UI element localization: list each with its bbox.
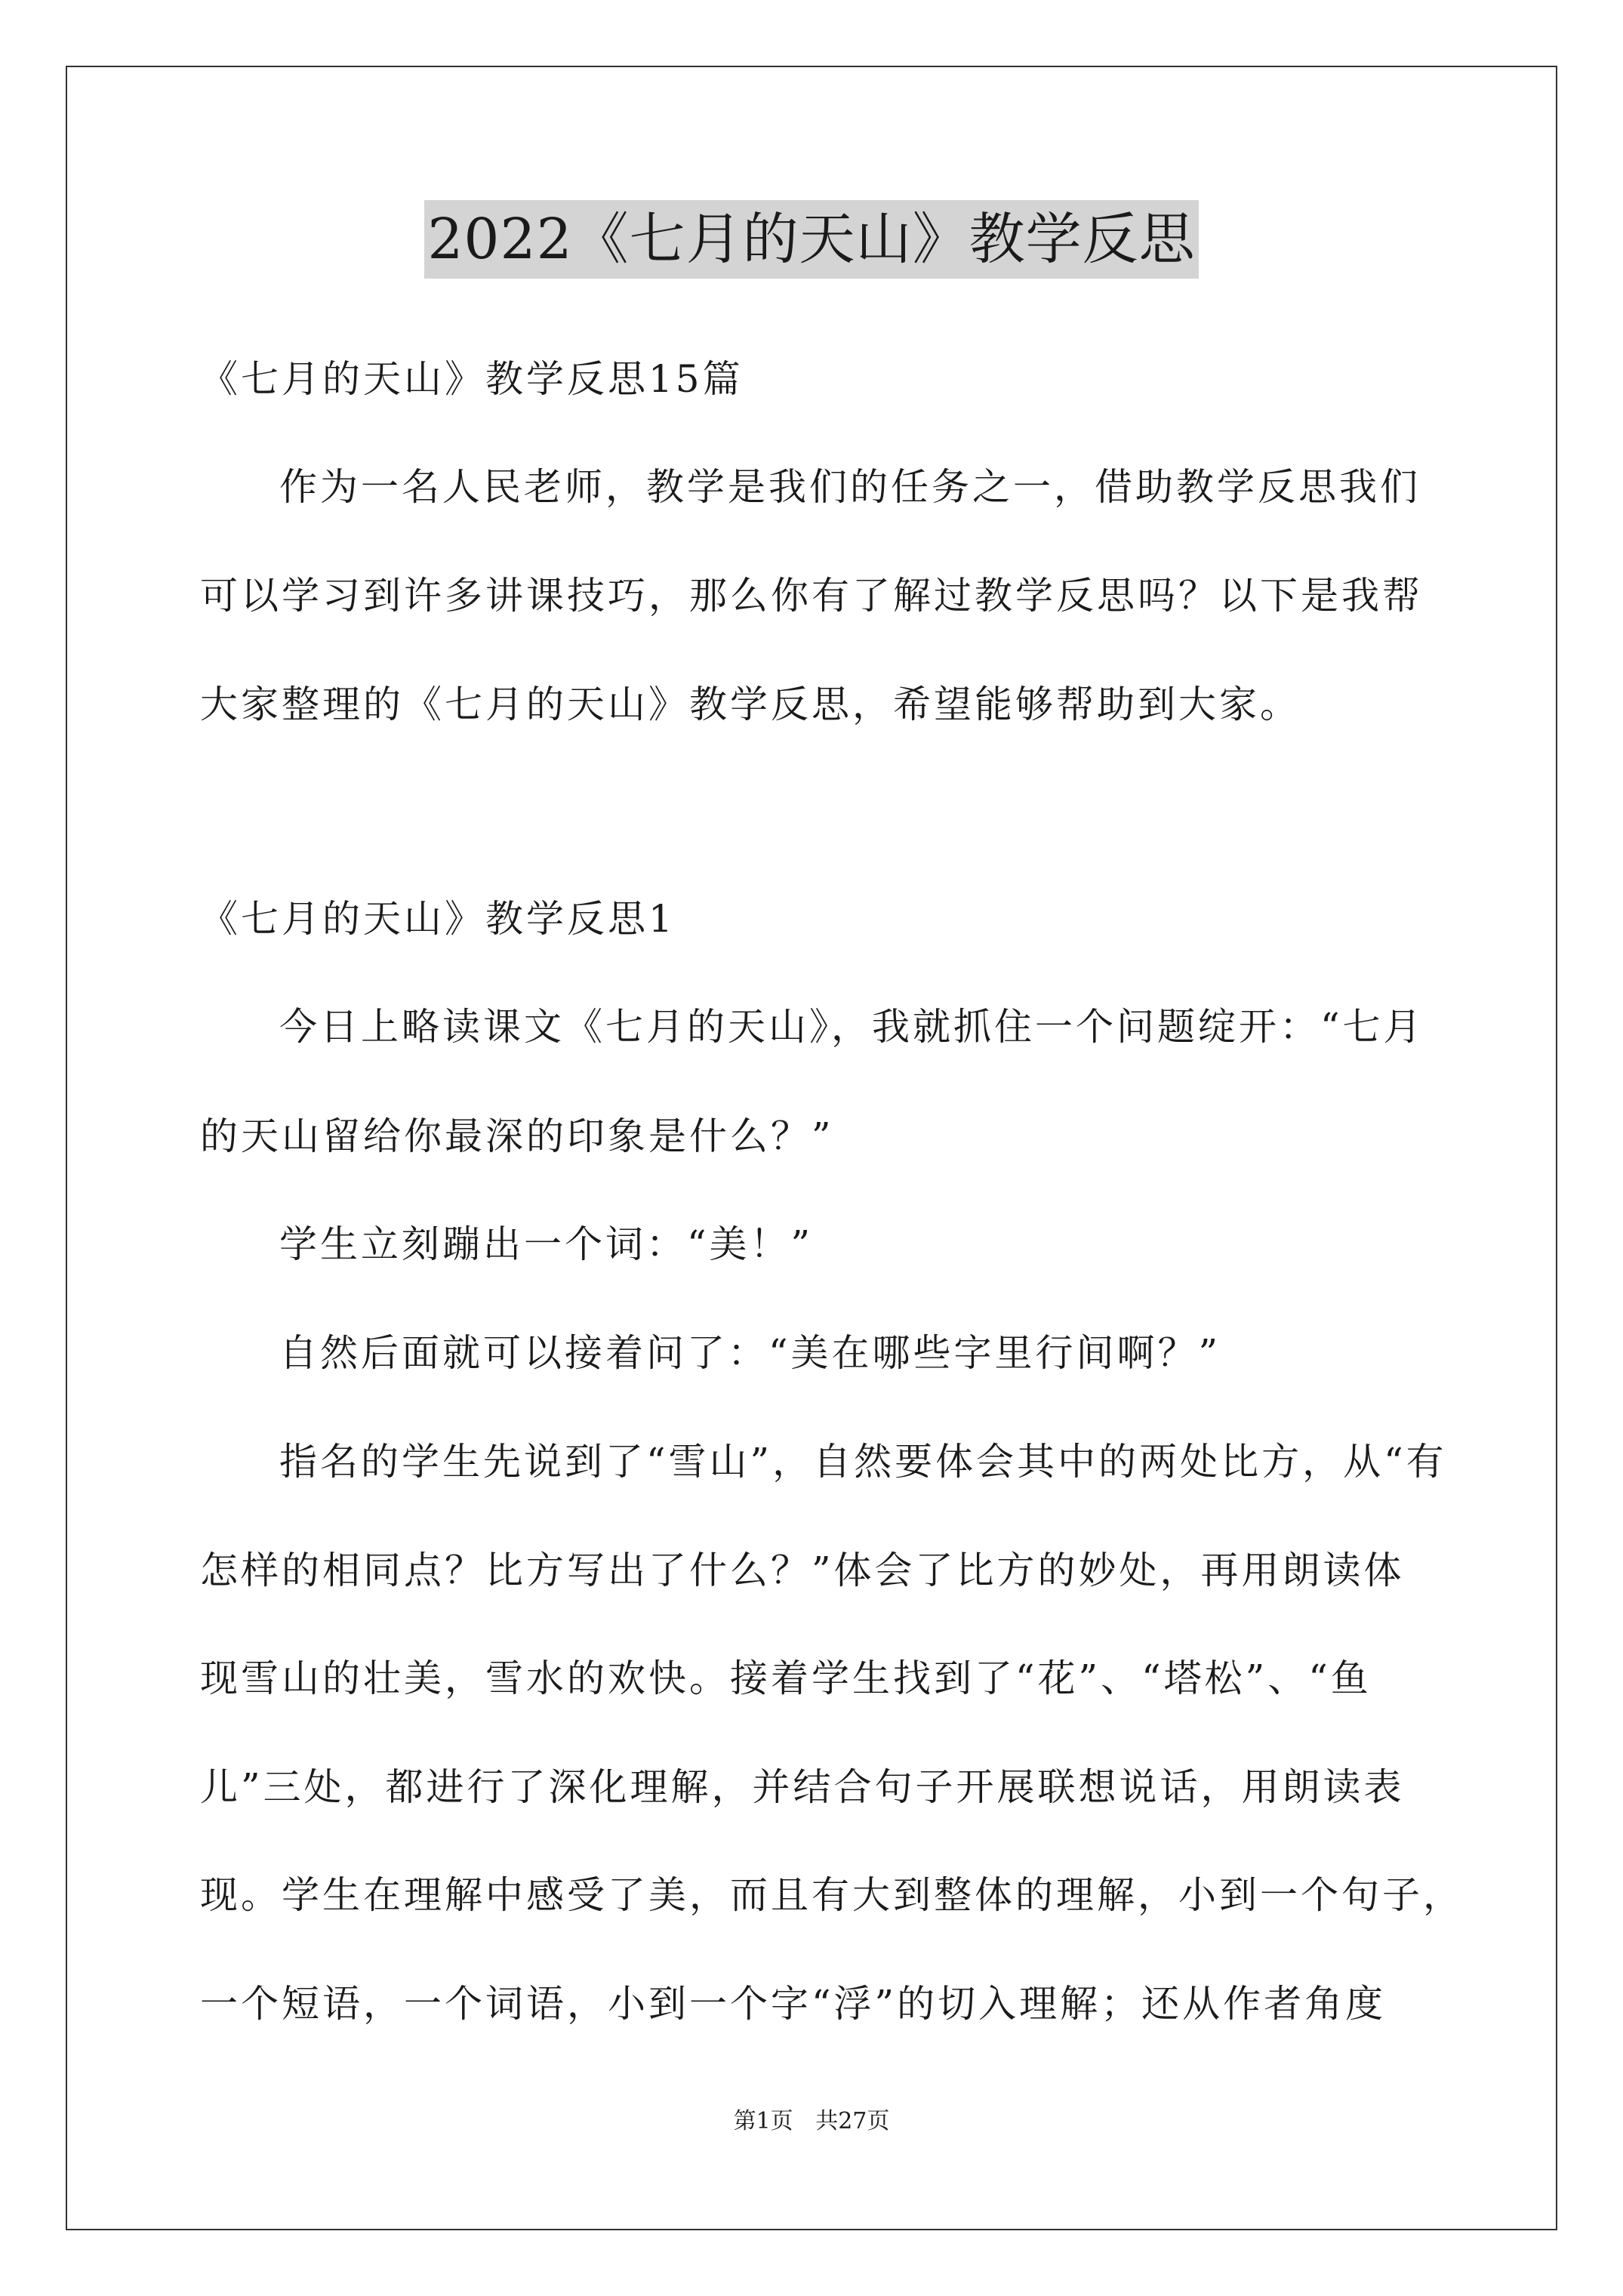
section-heading: 《七月的天山》教学反思1 bbox=[200, 897, 676, 941]
paragraph-line: 指名的学生先说到了“雪山”，自然要体会其中的两处比方，从“有 bbox=[279, 1440, 1447, 1484]
paragraph-line: 作为一名人民老师，教学是我们的任务之一，借助教学反思我们 bbox=[279, 465, 1421, 509]
page-number: 第1页 bbox=[733, 2108, 793, 2134]
document-title: 2022《七月的天山》教学反思 bbox=[424, 200, 1198, 279]
page-footer bbox=[0, 2106, 1623, 2137]
page-total: 共27页 bbox=[815, 2108, 890, 2134]
paragraph-line: 儿”三处，都进行了深化理解，并结合句子开展联想说话，用朗读表 bbox=[200, 1765, 1405, 1809]
paragraph-line: 学生立刻蹦出一个词：“美！” bbox=[279, 1222, 814, 1266]
paragraph-line: 自然后面就可以接着问了：“美在哪些字里行间啊？” bbox=[279, 1331, 1221, 1375]
paragraph-line: 一个短语，一个词语，小到一个字“浮”的切入理解；还从作者角度 bbox=[200, 1982, 1387, 2026]
subtitle-line: 《七月的天山》教学反思15篇 bbox=[200, 357, 744, 401]
paragraph-line: 大家整理的《七月的天山》教学反思，希望能够帮助到大家。 bbox=[200, 683, 1301, 726]
paragraph-line: 现。学生在理解中感受了美，而且有大到整体的理解，小到一个句子， bbox=[200, 1873, 1464, 1917]
title-container bbox=[0, 200, 1623, 279]
paragraph-line: 今日上略读课文《七月的天山》，我就抓住一个问题绽开：“七月 bbox=[279, 1005, 1424, 1049]
paragraph-line: 的天山留给你最深的印象是什么？” bbox=[200, 1114, 834, 1158]
paragraph-line: 现雪山的壮美，雪水的欢快。接着学生找到了“花”、“塔松”、“鱼 bbox=[200, 1657, 1372, 1700]
paragraph-line: 可以学习到许多讲课技巧，那么你有了解过教学反思吗？以下是我帮 bbox=[200, 574, 1423, 618]
paragraph-line: 怎样的相同点？比方写出了什么？”体会了比方的妙处，再用朗读体 bbox=[200, 1549, 1405, 1592]
